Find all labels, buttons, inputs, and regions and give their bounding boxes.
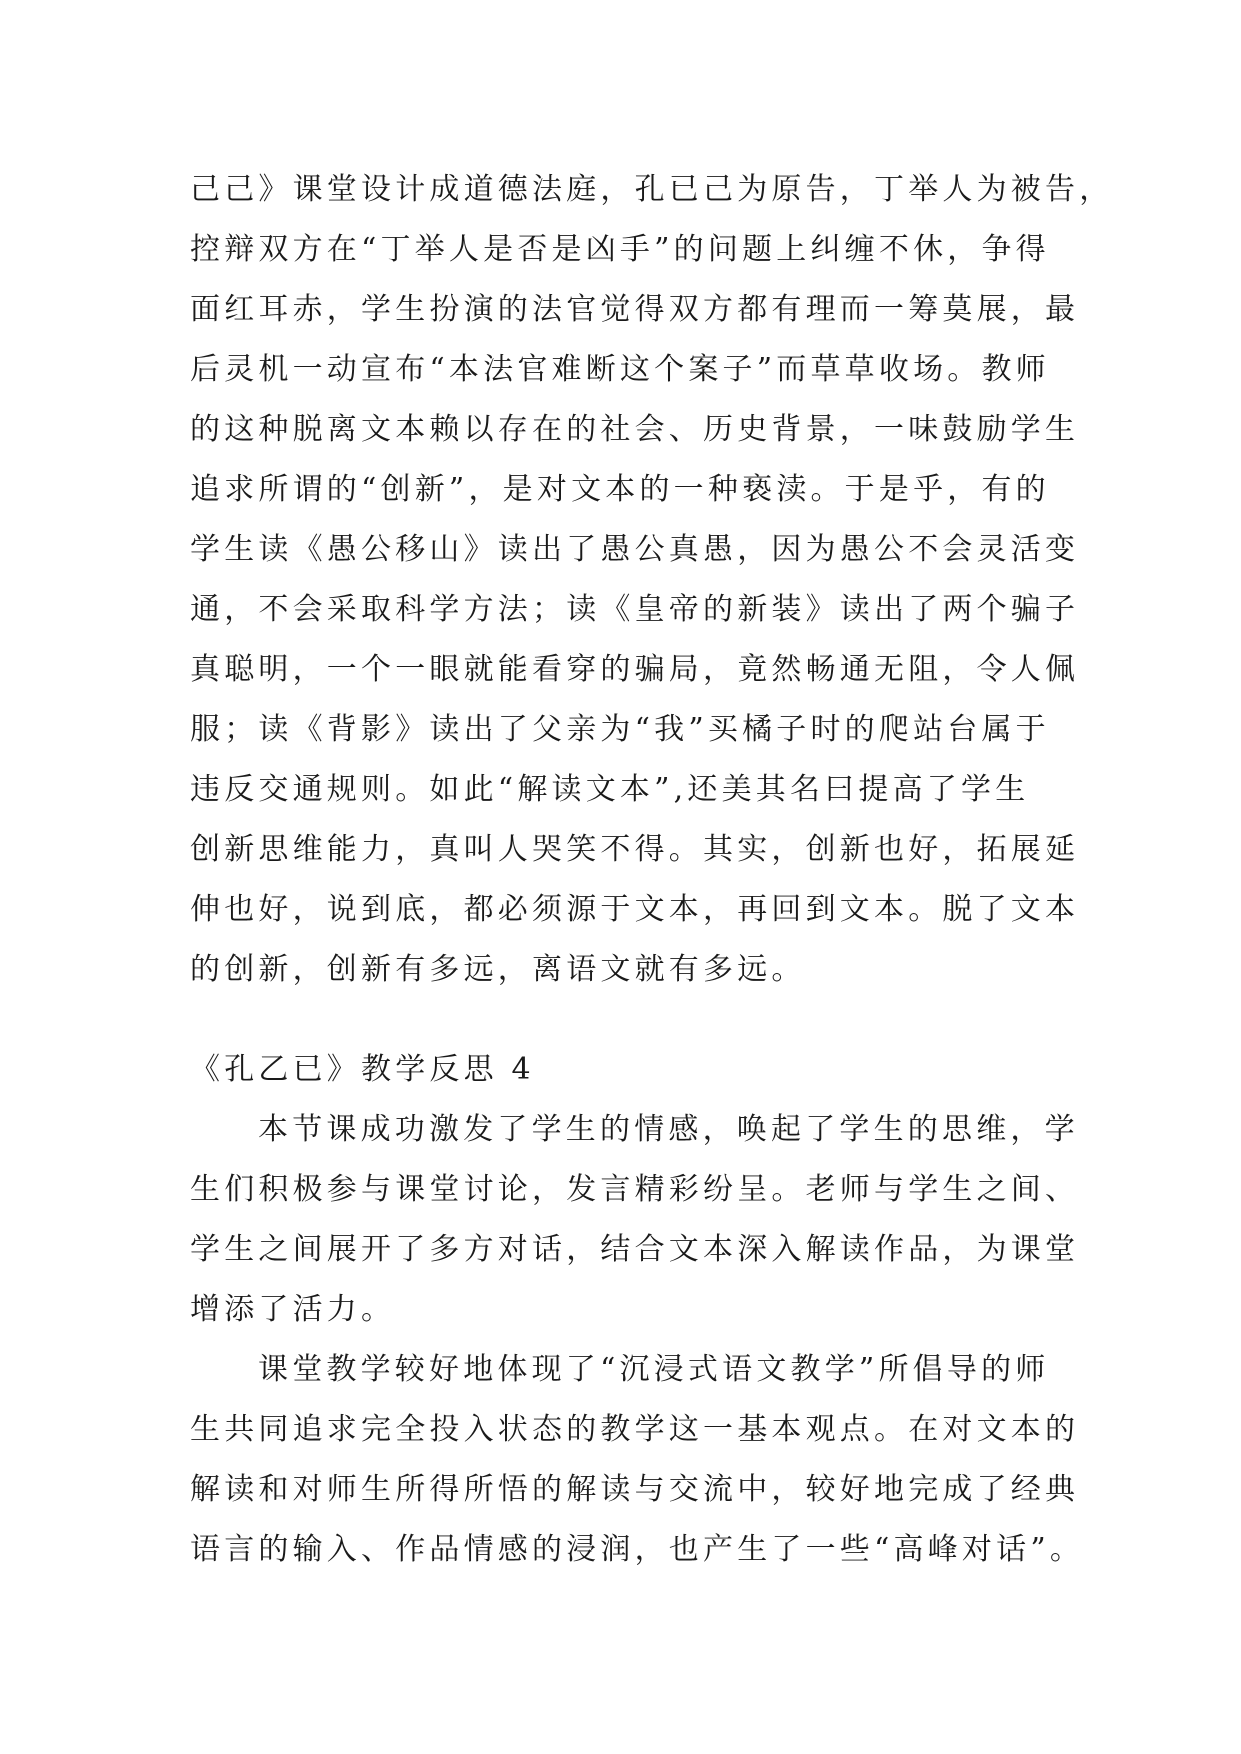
paragraph-line: 控辩双方在“丁举人是否是凶手”的问题上纠缠不休，争得 xyxy=(190,232,1050,267)
paragraph-line: 生共同追求完全投入状态的教学这一基本观点。在对文本的 xyxy=(190,1412,1080,1447)
paragraph-line: 学生读《愚公移山》读出了愚公真愚，因为愚公不会灵活变 xyxy=(190,532,1080,567)
continued-paragraph xyxy=(190,160,1114,1000)
paragraph-line: 伸也好，说到底，都必须源于文本，再回到文本。脱了文本 xyxy=(190,892,1080,927)
paragraph-line: 学生之间展开了多方对话，结合文本深入解读作品，为课堂 xyxy=(190,1232,1080,1267)
paragraph-line: 服；读《背影》读出了父亲为“我”买橘子时的爬站台属于 xyxy=(190,712,1050,747)
paragraph-line: 生们积极参与课堂讨论，发言精彩纷呈。老师与学生之间、 xyxy=(190,1172,1080,1207)
paragraph-line: 解读和对师生所得所悟的解读与交流中，较好地完成了经典 xyxy=(190,1472,1080,1507)
paragraph-line: 追求所谓的“创新”，是对文本的一种亵渎。于是乎，有的 xyxy=(190,472,1050,507)
section-body xyxy=(190,1100,1085,1580)
paragraph-line: 课堂教学较好地体现了“沉浸式语文教学”所倡导的师 xyxy=(258,1352,1050,1387)
paragraph-line: 面红耳赤，学生扮演的法官觉得双方都有理而一筹莫展，最 xyxy=(190,292,1080,327)
paragraph-line: 语言的输入、作品情感的浸润，也产生了一些“高峰对话”。 xyxy=(190,1532,1085,1567)
paragraph-line: 的这种脱离文本赖以存在的社会、历史背景，一味鼓励学生 xyxy=(190,412,1080,447)
paragraph-line: 的创新，创新有多远，离语文就有多远。 xyxy=(190,952,806,987)
paragraph-line: 违反交通规则。如此“解读文本”,还美其名曰提高了学生 xyxy=(190,772,1030,807)
paragraph-line: 后灵机一动宣布“本法官难断这个案子”而草草收场。教师 xyxy=(190,352,1050,387)
paragraph-line: 己己》课堂设计成道德法庭，孔已己为原告，丁举人为被告， xyxy=(190,172,1114,207)
paragraph-line: 通，不会采取科学方法；读《皇帝的新装》读出了两个骗子 xyxy=(190,592,1080,627)
section-heading: 《孔乙已》教学反思 4 xyxy=(190,1052,535,1087)
section-heading-block xyxy=(190,1040,1070,1100)
paragraph-line: 创新思维能力，真叫人哭笑不得。其实，创新也好，拓展延 xyxy=(190,832,1080,867)
paragraph-line: 真聪明，一个一眼就能看穿的骗局，竟然畅通无阻，令人佩 xyxy=(190,652,1080,687)
paragraph-line: 本节课成功激发了学生的情感，唤起了学生的思维，学 xyxy=(258,1112,1079,1147)
paragraph-line: 增添了活力。 xyxy=(190,1292,396,1327)
